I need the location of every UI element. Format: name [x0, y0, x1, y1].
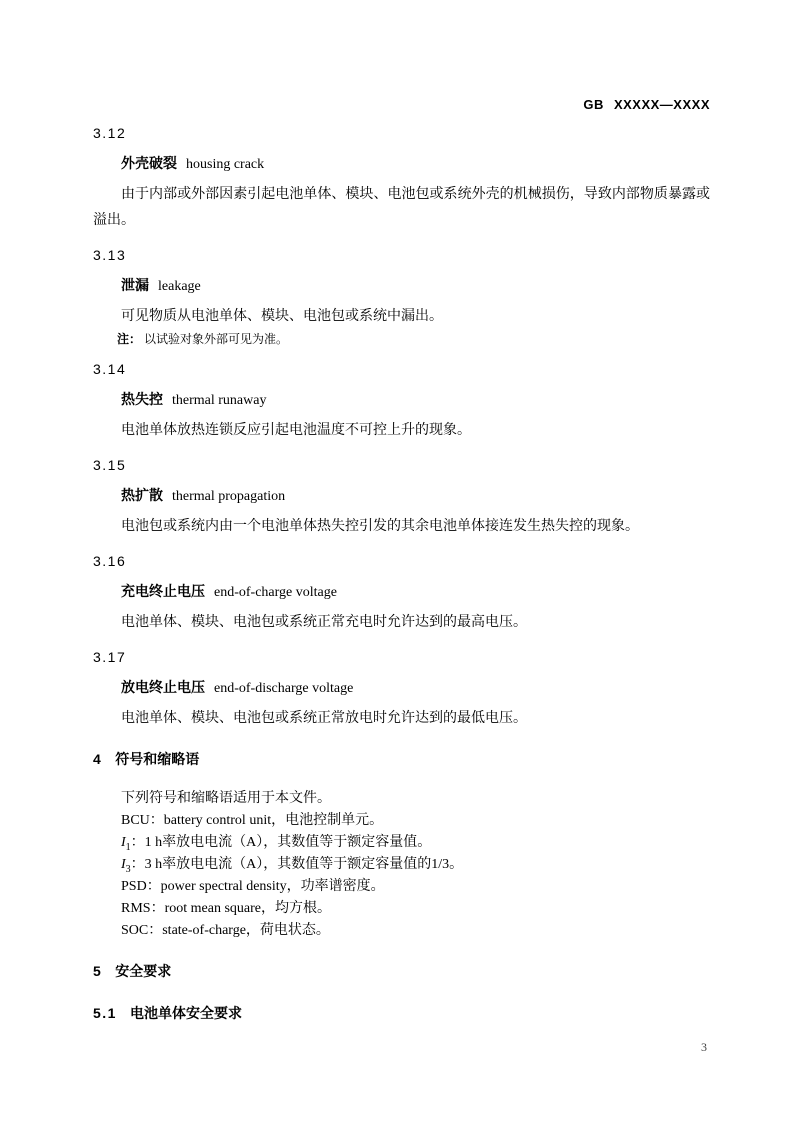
symbol-name: [121, 857, 131, 875]
term-zh: 外壳破裂: [121, 155, 177, 171]
clause-number-3-16: 3.16: [93, 553, 127, 569]
note-label: 注：: [117, 332, 142, 346]
term-definition: 由于内部或外部因素引起电池单体、模块、电池包或系统外壳的机械损伤，导致内部物质暴露或溢出。: [93, 187, 710, 228]
symbol-name: [121, 901, 151, 916]
term-note: [93, 330, 710, 348]
section-title: 符号和缩略语: [115, 751, 200, 767]
term-en: thermal propagation: [172, 489, 286, 504]
term-definition: 电池单体、模块、电池包或系统正常充电时允许达到的最高电压。: [121, 615, 527, 630]
symbol-abbr: I: [121, 835, 126, 850]
standard-code-header: GB XXXXX—XXXX: [583, 97, 710, 112]
symbol-name: [121, 879, 147, 894]
section-number: 5: [93, 963, 103, 979]
symbol-abbr: BCU: [121, 813, 150, 828]
term-heading: [93, 389, 710, 411]
term-en: leakage: [158, 279, 201, 294]
symbol-item: [93, 876, 710, 898]
section-number: 4: [93, 751, 103, 767]
section-title: 安全要求: [115, 963, 172, 979]
symbol-item: [93, 854, 710, 876]
symbol-definition: ：root mean square，均方根。: [150, 901, 331, 916]
page-number: 3: [701, 1040, 707, 1054]
section-number: 5.1: [93, 1005, 117, 1021]
term-heading: [93, 581, 710, 603]
symbol-item: [93, 810, 710, 832]
symbol-subscript: 3: [125, 863, 131, 875]
term-en: housing crack: [186, 157, 265, 172]
symbol-subscript: 1: [125, 841, 131, 853]
symbol-definition: ：state-of-charge，荷电状态。: [148, 923, 330, 938]
symbol-abbr: PSD: [121, 879, 147, 894]
clause-number-3-13: 3.13: [93, 247, 127, 263]
term-heading: [93, 485, 710, 507]
section-5-1-heading: [93, 1003, 710, 1023]
term-en: thermal runaway: [172, 393, 267, 408]
term-definition: 电池包或系统内由一个电池单体热失控引发的其余电池单体接连发生热失控的现象。: [121, 519, 639, 534]
symbol-abbr: I: [121, 857, 126, 872]
term-zh: 热扩散: [121, 487, 163, 503]
term-heading: [93, 677, 710, 699]
term-heading: [93, 275, 710, 297]
symbol-definition: ：3 h率放电电流（A），其数值等于额定容量值的1/3。: [130, 857, 464, 872]
clause-number-3-14: 3.14: [93, 361, 127, 377]
clause-number-3-17: 3.17: [93, 649, 127, 665]
symbol-item: [93, 920, 710, 942]
term-en: end-of-charge voltage: [214, 585, 337, 600]
symbol-definition: ：power spectral density，功率谱密度。: [146, 879, 385, 894]
term-definition: 电池单体放热连锁反应引起电池温度不可控上升的现象。: [121, 423, 471, 438]
symbol-name: [121, 813, 150, 828]
term-zh: 热失控: [121, 391, 163, 407]
symbol-item: [93, 898, 710, 920]
symbol-definition: ：battery control unit，电池控制单元。: [149, 813, 384, 828]
symbol-abbr: SOC: [121, 923, 149, 938]
symbol-abbr: RMS: [121, 901, 151, 916]
symbols-intro: 下列符号和缩略语适用于本文件。: [121, 791, 331, 806]
clause-number-3-15: 3.15: [93, 457, 127, 473]
term-heading: [93, 153, 710, 175]
section-4-heading: [93, 749, 710, 769]
section-5-heading: [93, 961, 710, 981]
symbol-name: [121, 835, 131, 853]
term-definition: 电池单体、模块、电池包或系统正常放电时允许达到的最低电压。: [121, 711, 527, 726]
term-zh: 放电终止电压: [121, 679, 205, 695]
symbol-item: [93, 832, 710, 854]
symbol-definition: ：1 h率放电电流（A），其数值等于额定容量值。: [130, 835, 432, 850]
term-en: end-of-discharge voltage: [214, 681, 354, 696]
clause-number-3-12: 3.12: [93, 125, 127, 141]
symbol-name: [121, 923, 148, 938]
note-text: 以试验对象外部可见为准。: [144, 332, 289, 346]
term-zh: 充电终止电压: [121, 583, 205, 599]
term-zh: 泄漏: [121, 277, 149, 293]
section-title: 电池单体安全要求: [129, 1005, 242, 1021]
term-definition: 可见物质从电池单体、模块、电池包或系统中漏出。: [121, 309, 443, 324]
